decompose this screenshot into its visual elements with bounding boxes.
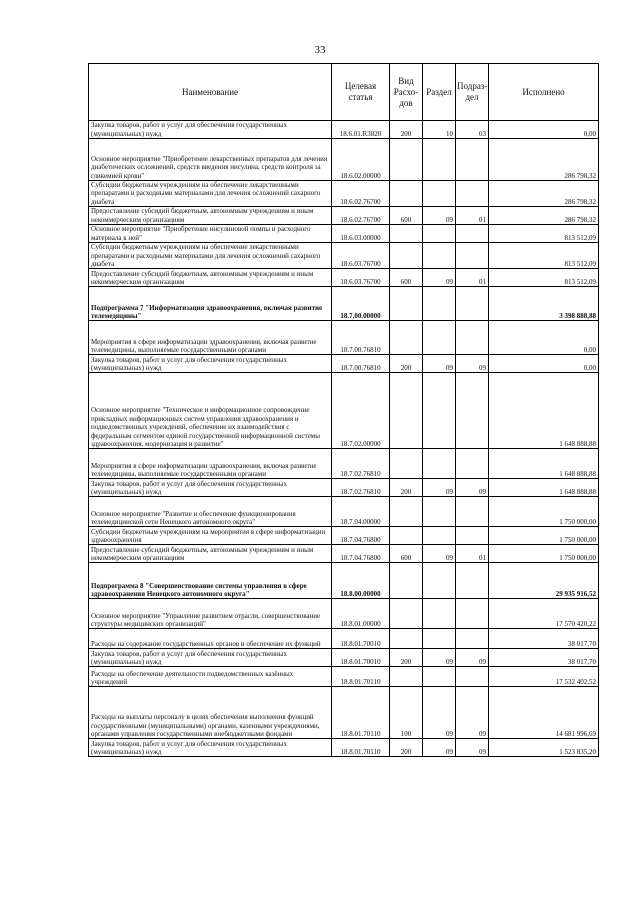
- cell-done: 1 523 835,20: [489, 739, 599, 757]
- cell-name: Предоставление субсидий бюджетным, автономным учреждениям и иным некоммерческим организациям: [89, 207, 332, 225]
- cell-target: 18.7.02.76810: [332, 479, 390, 497]
- cell-done: 0,00: [489, 121, 599, 139]
- table-row: [89, 497, 599, 527]
- table-row: [89, 181, 599, 207]
- cell-vid: [390, 181, 423, 207]
- cell-done: 17 532 402,52: [489, 667, 599, 687]
- table-row: [89, 687, 599, 739]
- cell-razdel: [423, 449, 456, 479]
- cell-vid: [390, 497, 423, 527]
- cell-target: 18.7.00.76810: [332, 321, 390, 355]
- cell-podrazdel: [456, 139, 489, 181]
- cell-vid: [390, 629, 423, 649]
- table-row: [89, 563, 599, 599]
- cell-razdel: [423, 497, 456, 527]
- header-done: Исполнено: [489, 64, 599, 121]
- cell-done: 1 648 888,88: [489, 479, 599, 497]
- header-target: Целевая статья: [332, 64, 390, 121]
- cell-done: 1 750 000,00: [489, 545, 599, 563]
- table-row: [89, 479, 599, 497]
- header-razdel: Раздел: [423, 64, 456, 121]
- cell-done: 3 398 888,88: [489, 287, 599, 321]
- table-row: [89, 599, 599, 629]
- cell-razdel: 09: [423, 649, 456, 667]
- cell-razdel: 09: [423, 207, 456, 225]
- cell-podrazdel: [456, 599, 489, 629]
- cell-razdel: 09: [423, 269, 456, 287]
- cell-vid: [390, 667, 423, 687]
- cell-razdel: [423, 667, 456, 687]
- cell-razdel: [423, 287, 456, 321]
- cell-name: Основное мероприятие "Управление развитием отрасли, совершенствование структуры медицинских организаций": [89, 599, 332, 629]
- cell-name: Закупка товаров, работ и услуг для обеспечения государственных (муниципальных) нужд: [89, 739, 332, 757]
- cell-target: 18.7.04.76800: [332, 545, 390, 563]
- cell-podrazdel: [456, 527, 489, 545]
- cell-target: 18.7.04.00000: [332, 497, 390, 527]
- cell-razdel: [423, 629, 456, 649]
- cell-razdel: [423, 563, 456, 599]
- table-row: [89, 269, 599, 287]
- cell-target: 18.6.03.00000: [332, 225, 390, 243]
- table-row: [89, 527, 599, 545]
- cell-target: 18.7.00.00000: [332, 287, 390, 321]
- cell-name: Основное мероприятие "Развитие и обеспечение функционирования телемедицинской сети Ненецкого автономного округа": [89, 497, 332, 527]
- cell-razdel: 09: [423, 739, 456, 757]
- table-row: [89, 243, 599, 269]
- cell-target: 18.7.02.76810: [332, 449, 390, 479]
- cell-razdel: [423, 243, 456, 269]
- cell-target: 18.7.00.76810: [332, 355, 390, 373]
- cell-done: 286 798,32: [489, 181, 599, 207]
- table-row: [89, 225, 599, 243]
- cell-done: 1 750 000,00: [489, 497, 599, 527]
- header-vid: Вид Расхо-дов: [390, 64, 423, 121]
- table-row: [89, 373, 599, 449]
- cell-name: Основное мероприятие "Приобретение лекарственных препаратов для лечения диабетических осложнений, средств введения инсулина, средств контроля за гликемией крови": [89, 139, 332, 181]
- table-row: [89, 139, 599, 181]
- table-row: [89, 287, 599, 321]
- cell-vid: 600: [390, 545, 423, 563]
- cell-target: 18.6.02.00000: [332, 139, 390, 181]
- cell-vid: [390, 599, 423, 629]
- budget-table: [88, 63, 599, 757]
- header-name: Наименование: [89, 64, 332, 121]
- cell-vid: [390, 225, 423, 243]
- cell-done: 38 017,70: [489, 649, 599, 667]
- cell-podrazdel: [456, 497, 489, 527]
- cell-done: 0,00: [489, 355, 599, 373]
- cell-name: Закупка товаров, работ и услуг для обеспечения государственных (муниципальных) нужд: [89, 121, 332, 139]
- cell-podrazdel: 09: [456, 479, 489, 497]
- cell-razdel: 09: [423, 479, 456, 497]
- cell-name: Основное мероприятие "Техническое и информационное сопровождение прикладных информационных систем управления здравоохранения и подведомственных учреждений, обеспечение их взаимодействия с федеральным сегментом единой государственной информационной системы здравоохранения, модернизация и развитие": [89, 373, 332, 449]
- cell-podrazdel: 09: [456, 687, 489, 739]
- cell-done: 14 681 996,69: [489, 687, 599, 739]
- cell-target: 18.6.03.76700: [332, 269, 390, 287]
- table-row: [89, 355, 599, 373]
- cell-razdel: [423, 373, 456, 449]
- cell-done: 17 570 420,22: [489, 599, 599, 629]
- cell-done: 29 935 916,52: [489, 563, 599, 599]
- cell-done: 813 512,09: [489, 225, 599, 243]
- cell-podrazdel: 01: [456, 207, 489, 225]
- cell-razdel: [423, 527, 456, 545]
- cell-razdel: [423, 321, 456, 355]
- cell-name: Субсидии бюджетным учреждениям на обеспечение лекарственными препаратами и расходными материалами для лечения осложнений сахарного диабета: [89, 181, 332, 207]
- cell-razdel: 10: [423, 121, 456, 139]
- cell-vid: [390, 373, 423, 449]
- cell-target: 18.8.01.70110: [332, 667, 390, 687]
- cell-podrazdel: 09: [456, 739, 489, 757]
- cell-target: 18.8.01.00000: [332, 599, 390, 629]
- cell-vid: [390, 321, 423, 355]
- cell-name: Закупка товаров, работ и услуг для обеспечения государственных (муниципальных) нужд: [89, 479, 332, 497]
- table-row: [89, 545, 599, 563]
- cell-podrazdel: 03: [456, 121, 489, 139]
- cell-vid: [390, 449, 423, 479]
- cell-podrazdel: [456, 287, 489, 321]
- table-row: [89, 121, 599, 139]
- table-header-row: [89, 64, 599, 121]
- cell-podrazdel: [456, 181, 489, 207]
- cell-podrazdel: [456, 321, 489, 355]
- cell-done: 38 017,70: [489, 629, 599, 649]
- cell-target: 18.7.02.00000: [332, 373, 390, 449]
- cell-name: Предоставление субсидий бюджетным, автономным учреждениям и иным некоммерческим организациям: [89, 269, 332, 287]
- cell-done: 286 798,32: [489, 139, 599, 181]
- cell-podrazdel: [456, 373, 489, 449]
- cell-vid: 200: [390, 121, 423, 139]
- cell-vid: 200: [390, 649, 423, 667]
- cell-podrazdel: [456, 629, 489, 649]
- cell-vid: [390, 139, 423, 181]
- cell-vid: 100: [390, 687, 423, 739]
- cell-name: Подпрограмма 7 "Информатизация здравоохранения, включая развитие телемедицины": [89, 287, 332, 321]
- table-row: [89, 649, 599, 667]
- cell-vid: 600: [390, 269, 423, 287]
- cell-name: Предоставление субсидий бюджетным, автономным учреждениям и иным некоммерческим организациям: [89, 545, 332, 563]
- cell-vid: 200: [390, 479, 423, 497]
- table-row: [89, 667, 599, 687]
- header-podrazdel: Подраз-дел: [456, 64, 489, 121]
- cell-name: Субсидии бюджетным учреждениям на мероприятия в сфере информатизации здравоохранения: [89, 527, 332, 545]
- cell-done: 1 648 888,88: [489, 373, 599, 449]
- table-row: [89, 321, 599, 355]
- cell-podrazdel: 01: [456, 269, 489, 287]
- cell-razdel: [423, 139, 456, 181]
- cell-name: Мероприятия в сфере информатизации здравоохранения, включая развитие телемедицины, выполняемые государственными органами: [89, 449, 332, 479]
- cell-podrazdel: [456, 225, 489, 243]
- cell-razdel: [423, 225, 456, 243]
- cell-target: 18.7.04.76800: [332, 527, 390, 545]
- cell-target: 18.6.02.76700: [332, 181, 390, 207]
- cell-podrazdel: 01: [456, 545, 489, 563]
- table-body: [89, 121, 599, 757]
- cell-podrazdel: 09: [456, 649, 489, 667]
- cell-razdel: 09: [423, 545, 456, 563]
- cell-target: 18.6.01.R3820: [332, 121, 390, 139]
- cell-done: 0,00: [489, 321, 599, 355]
- table-row: [89, 207, 599, 225]
- cell-target: 18.6.02.76700: [332, 207, 390, 225]
- table-row: [89, 739, 599, 757]
- table-row: [89, 449, 599, 479]
- cell-target: 18.8.01.70010: [332, 629, 390, 649]
- cell-razdel: 09: [423, 355, 456, 373]
- cell-razdel: [423, 181, 456, 207]
- cell-target: 18.8.01.70010: [332, 649, 390, 667]
- cell-name: Расходы на обеспечение деятельности подведомственных казённых учреждений: [89, 667, 332, 687]
- cell-vid: 200: [390, 739, 423, 757]
- cell-vid: 200: [390, 355, 423, 373]
- cell-podrazdel: [456, 667, 489, 687]
- cell-name: Мероприятия в сфере информатизации здравоохранения, включая развитие телемедицины, выполняемые государственными органами: [89, 321, 332, 355]
- cell-razdel: 09: [423, 687, 456, 739]
- cell-name: Расходы на содержание государственных органов и обеспечение их функций: [89, 629, 332, 649]
- cell-done: 286 798,32: [489, 207, 599, 225]
- cell-vid: [390, 527, 423, 545]
- cell-name: Основное мероприятие "Приобретение инсулиновой помпы и расходного материала к ней": [89, 225, 332, 243]
- cell-name: Расходы на выплаты персоналу в целях обеспечения выполнения функций государственными (муниципальными) органами, казенными учреждениями, органами управления государственными внебюджетными фондами: [89, 687, 332, 739]
- cell-target: 18.6.03.76700: [332, 243, 390, 269]
- cell-vid: [390, 243, 423, 269]
- cell-done: 1 750 000,00: [489, 527, 599, 545]
- cell-done: 813 512,09: [489, 243, 599, 269]
- cell-razdel: [423, 599, 456, 629]
- cell-vid: [390, 287, 423, 321]
- page-number: 33: [314, 44, 326, 56]
- cell-name: Субсидии бюджетным учреждениям на обеспечение лекарственными препаратами и расходными материалами для лечения осложнений сахарного диабета: [89, 243, 332, 269]
- table-row: [89, 629, 599, 649]
- cell-done: 1 648 888,88: [489, 449, 599, 479]
- cell-vid: 600: [390, 207, 423, 225]
- cell-podrazdel: 09: [456, 355, 489, 373]
- cell-name: Закупка товаров, работ и услуг для обеспечения государственных (муниципальных) нужд: [89, 355, 332, 373]
- cell-target: 18.8.00.00000: [332, 563, 390, 599]
- cell-target: 18.8.01.70110: [332, 687, 390, 739]
- cell-podrazdel: [456, 449, 489, 479]
- cell-target: 18.8.01.70110: [332, 739, 390, 757]
- cell-podrazdel: [456, 563, 489, 599]
- cell-name: Закупка товаров, работ и услуг для обеспечения государственных (муниципальных) нужд: [89, 649, 332, 667]
- cell-podrazdel: [456, 243, 489, 269]
- cell-vid: [390, 563, 423, 599]
- cell-name: Подпрограмма 8 "Совершенствование системы управления в сфере здравоохранения Ненецкого автономного округа": [89, 563, 332, 599]
- cell-done: 813 512,09: [489, 269, 599, 287]
